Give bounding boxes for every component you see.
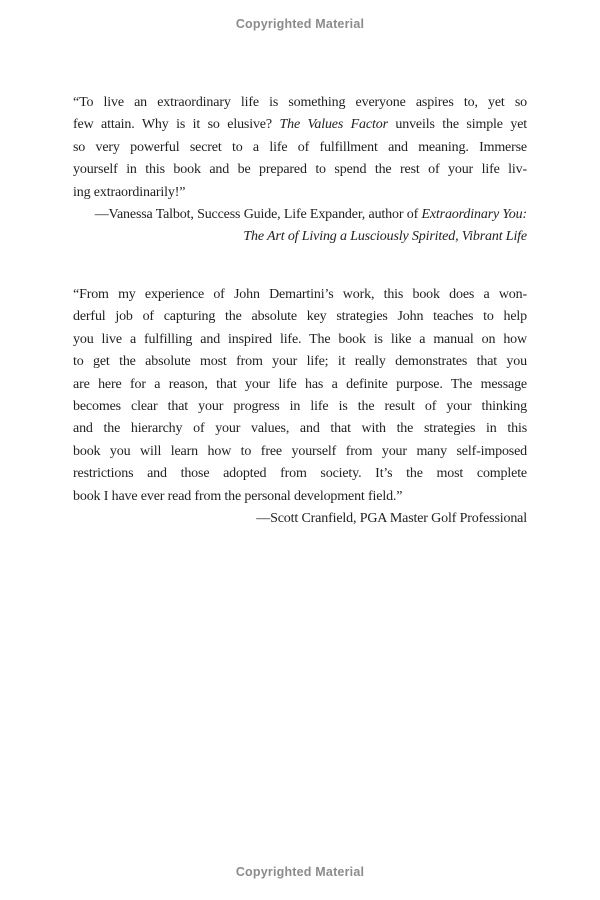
quote-text: are here for a reason, that your life has a definite purpose. The message	[73, 376, 527, 392]
bottom-copyright-watermark: Copyrighted Material	[235, 865, 365, 879]
endorsement-quote-vanessa-talbot	[73, 92, 527, 249]
quote-line	[73, 418, 527, 440]
quote-line	[73, 374, 527, 396]
quote-line	[73, 159, 527, 181]
quote-text: becomes clear that your progress in life is the result of your thinking	[73, 398, 527, 414]
quote-line	[73, 486, 527, 508]
quote-text: yourself in this book and be prepared to spend the rest of your life liv-	[73, 162, 527, 178]
quote-line	[73, 306, 527, 328]
quote-text: so very powerful secret to a life of fulfillment and meaning. Immerse	[73, 139, 527, 155]
quote-line	[73, 92, 527, 114]
quote-line	[73, 137, 527, 159]
quote-line	[73, 329, 527, 351]
attribution-line	[73, 204, 527, 226]
quote-text: —Vanessa Talbot, Success Guide, Life Expander, author of	[94, 206, 422, 222]
book-title-italic-text: Extraordinary You:	[421, 206, 527, 222]
quote-line	[73, 441, 527, 463]
quote-text: ing extraordinarily!”	[73, 184, 186, 200]
quote-line	[73, 351, 527, 373]
attribution-line	[73, 508, 527, 530]
attribution-line	[73, 226, 527, 248]
quote-text: to get the absolute most from your life; it really demonstrates that you	[73, 354, 527, 370]
quote-text: unveils the simple yet	[387, 117, 527, 133]
quote-text: restrictions and those adopted from society. It’s the most complete	[73, 466, 527, 482]
top-copyright-watermark: Copyrighted Material	[235, 17, 365, 31]
quote-text: book I have ever read from the personal development field.”	[73, 488, 403, 504]
quote-text: few attain. Why is it so elusive?	[73, 117, 280, 133]
quote-line	[73, 114, 527, 136]
book-title-italic-text: The Values Factor	[279, 117, 388, 133]
quote-text: —Scott Cranfield, PGA Master Golf Professional	[256, 510, 527, 526]
quote-line	[73, 396, 527, 418]
quote-text: derful job of capturing the absolute key strategies John teaches to help	[73, 309, 527, 325]
quote-text: “To live an extraordinary life is something everyone aspires to, yet so	[73, 95, 527, 110]
endorsement-quote-scott-cranfield	[73, 284, 527, 530]
quote-line	[73, 284, 527, 306]
quote-text: you live a fulfilling and inspired life. The book is like a manual on how	[73, 331, 527, 347]
quote-line	[73, 182, 527, 204]
quote-text: book you will learn how to free yourself from your many self-imposed	[73, 443, 527, 459]
quote-line	[73, 463, 527, 485]
book-title-italic-text: The Art of Living a Lusciously Spirited, Vibrant Life	[243, 229, 527, 245]
quote-text: and the hierarchy of your values, and that with the strategies in this	[73, 421, 527, 437]
quote-text: “From my experience of John Demartini’s work, this book does a won-	[73, 287, 527, 302]
